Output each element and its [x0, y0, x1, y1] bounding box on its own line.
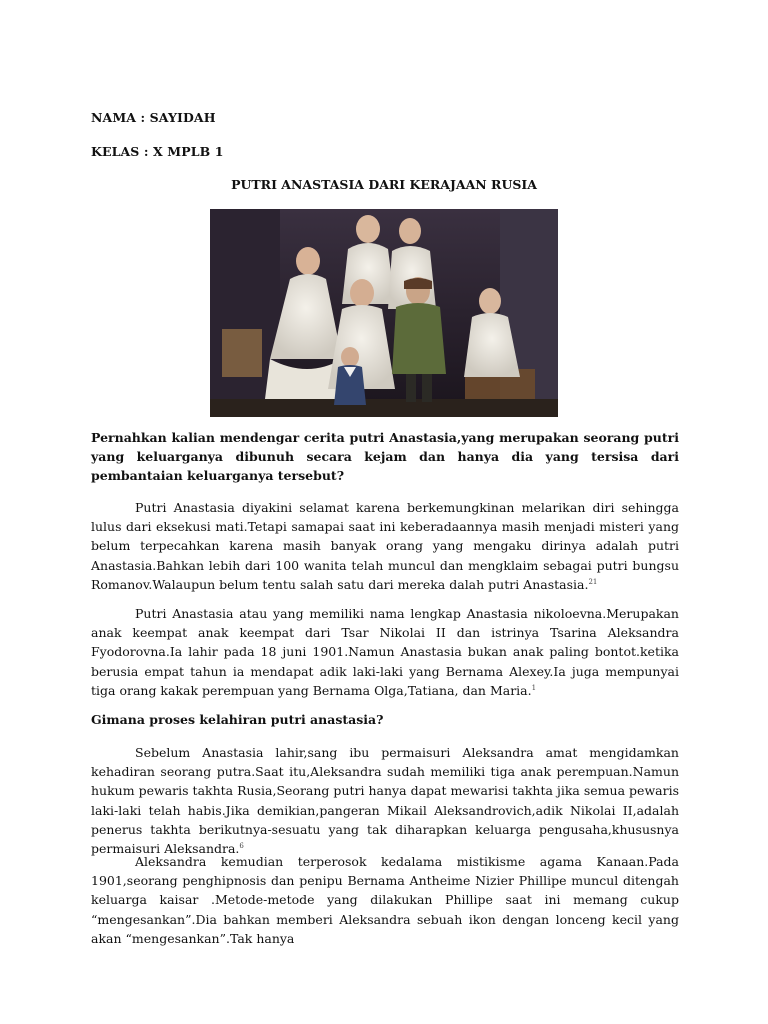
- paragraph-text: Putri Anastasia diyakini selamat karena berkemungkinan melarikan diri sehingga lulus dari eksekusi mati.Tetapi samapai saat ini keberadaannya masih menjadi misteri yang belum terpecahkan karena masih banyak orang yang mengaku dirinya adalah putri Anastasia.Bahkan lebih dari 100 wanita telah muncul dan mengklaim sebagai putri bungsu Romanov.Walaupun belum tentu salah satu dari mereka dalah putri Anastasia.: [91, 500, 679, 592]
- intro-question: Pernahkan kalian mendengar cerita putri Anastasia,yang merupakan seorang putri yang keluarganya dibunuh secara kejam dan hanya dia yang tersisa dari pembantaian keluarganya tersebut?: [91, 430, 679, 484]
- paragraph-mysticism: [91, 852, 679, 948]
- romanov-family-photo: [210, 209, 558, 417]
- footnote-ref: 1: [531, 683, 537, 692]
- student-class: KELAS : X MPLB 1: [91, 144, 224, 159]
- paragraph-biography: [91, 604, 679, 700]
- footnote-ref: 21: [588, 577, 598, 586]
- document-title: PUTRI ANASTASIA DARI KERAJAAN RUSIA: [231, 177, 537, 192]
- paragraph-text: Sebelum Anastasia lahir,sang ibu permaisuri Aleksandra amat mengidamkan kehadiran seorang putra.Saat itu,Aleksandra sudah memiliki tiga anak perempuan.Namun hukum pewaris takhta Rusia,Seorang putri hanya dapat mewarisi takhta jika semua pewaris laki-laki telah habis.Jika demikian,pangeran Mikail Aleksandrovich,adik Nikolai II,adalah penerus takhta berikutnya-sesuatu yang tak diharapkan keluarga pengusaha,khususnya permaisuri Aleksandra.: [91, 745, 679, 857]
- paragraph-survival: [91, 498, 679, 594]
- section-heading: Gimana proses kelahiran putri anastasia?: [91, 712, 384, 727]
- footnote-ref: 6: [239, 842, 244, 851]
- paragraph-birth: [91, 743, 679, 858]
- paragraph-text: Aleksandra kemudian terperosok kedalama mistikisme agama Kanaan.Pada 1901,seorang penghipnosis dan penipu Bernama Antheime Nizier Phillipe muncul ditengah keluarga kaisar .Metode-metode yang dilakukan Phillipe saat ini memang cukup “mengesankan”.Dia bahkan memberi Aleksandra sebuah ikon dengan lonceng kecil yang akan “mengesankan”.Tak hanya: [91, 854, 679, 946]
- student-name: NAMA : SAYIDAH: [91, 110, 216, 125]
- paragraph-text: Putri Anastasia atau yang memiliki nama lengkap Anastasia nikoloevna.Merupakan anak keempat anak keempat dari Tsar Nikolai II dan istrinya Tsarina Aleksandra Fyodorovna.Ia lahir pada 18 juni 1901.Namun Anastasia bukan anak paling bontot.ketika berusia empat tahun ia mendapat adik laki-laki yang Bernama Alexey.Ia juga mempunyai tiga orang kakak perempuan yang Bernama Olga,Tatiana, dan Maria.: [91, 606, 679, 698]
